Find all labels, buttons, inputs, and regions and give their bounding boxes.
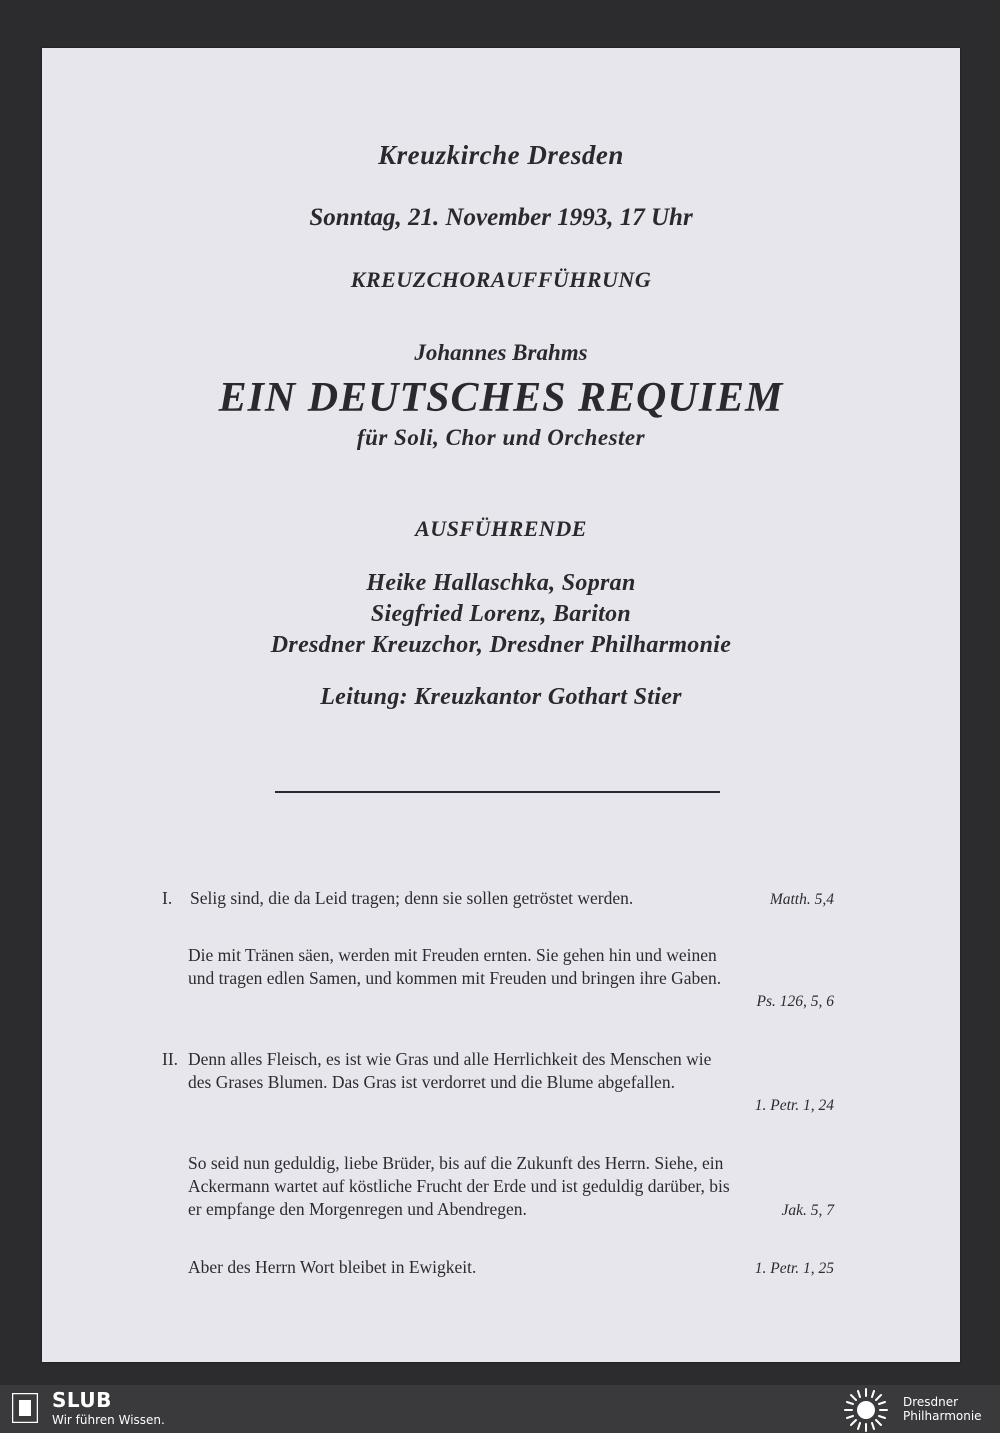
- verse-line: Die mit Tränen säen, werden mit Freuden ernten. Sie gehen hin und weinen: [188, 945, 717, 965]
- scripture-reference: 1. Petr. 1, 25: [754, 1260, 834, 1277]
- scripture-reference: Jak. 5, 7: [781, 1202, 834, 1219]
- verse-line: Denn alles Fleisch, es ist wie Gras und alle Herrlichkeit des Menschen wie: [188, 1049, 712, 1069]
- verse-text: [188, 1048, 834, 1117]
- verse-text: [190, 887, 834, 910]
- scripture-reference: 1. Petr. 1, 24: [754, 1097, 834, 1114]
- movement-numeral: I.: [162, 888, 173, 908]
- verse-line: des Grases Blumen. Das Gras ist verdorret und die Blume abgefallen.: [188, 1072, 675, 1092]
- verse-text: [188, 944, 834, 1013]
- performer-baritone: Siegfried Lorenz, Bariton: [370, 601, 632, 627]
- philharmonie-name-line-1: Dresdner: [903, 1395, 959, 1409]
- program-page: [42, 48, 960, 1362]
- slub-tagline: Wir führen Wissen.: [52, 1413, 165, 1427]
- verse-line: und tragen edlen Samen, und kommen mit Freuden und bringen ihre Gaben.: [188, 968, 722, 988]
- verse-text: [188, 1152, 834, 1221]
- venue-heading: Kreuzkirche Dresden: [378, 140, 624, 170]
- slub-name: SLUB: [52, 1388, 112, 1412]
- composer-name: Johannes Brahms: [414, 340, 588, 365]
- scripture-reference: Matth. 5,4: [769, 891, 834, 908]
- verse-line: So seid nun geduldig, liebe Brüder, bis auf die Zukunft des Herrn. Siehe, ein: [188, 1153, 724, 1173]
- philharmonie-name-line-2: Philharmonie: [903, 1409, 982, 1423]
- slub-logo-icon: [12, 1393, 38, 1423]
- verse-line: Selig sind, die da Leid tragen; denn sie sollen getröstet werden.: [190, 888, 634, 908]
- verse-line: er empfange den Morgenregen und Abendregen.: [188, 1199, 527, 1219]
- work-title: EIN DEUTSCHES REQUIEM: [218, 375, 784, 421]
- movement-numeral: II.: [162, 1049, 179, 1069]
- verse-line: Aber des Herrn Wort bleibet in Ewigkeit.: [188, 1257, 477, 1277]
- event-type: KREUZCHORAUFFÜHRUNG: [350, 267, 652, 292]
- verse-text: [188, 1256, 834, 1279]
- verse-line-wrap: [188, 1198, 834, 1221]
- performer-soprano: Heike Hallaschka, Sopran: [366, 570, 636, 596]
- event-date: Sonntag, 21. November 1993, 17 Uhr: [309, 204, 693, 231]
- scripture-reference: Ps. 126, 5, 6: [756, 993, 834, 1010]
- philharmonie-logo-icon: [843, 1387, 889, 1433]
- philharmonie-name: [903, 1395, 982, 1423]
- work-scoring: für Soli, Chor und Orchester: [356, 425, 646, 450]
- performers-heading: AUSFÜHRENDE: [415, 516, 587, 541]
- viewer-footer: [0, 1385, 1000, 1433]
- performers-list: [42, 568, 960, 661]
- conductor-line: Leitung: Kreuzkantor Gothart Stier: [320, 684, 682, 710]
- verse-line: Ackermann wartet auf köstliche Frucht der Erde und ist geduldig darüber, bis: [188, 1176, 730, 1196]
- performer-ensembles: Dresdner Kreuzchor, Dresdner Philharmonie: [270, 632, 732, 658]
- divider-rule: [275, 791, 720, 793]
